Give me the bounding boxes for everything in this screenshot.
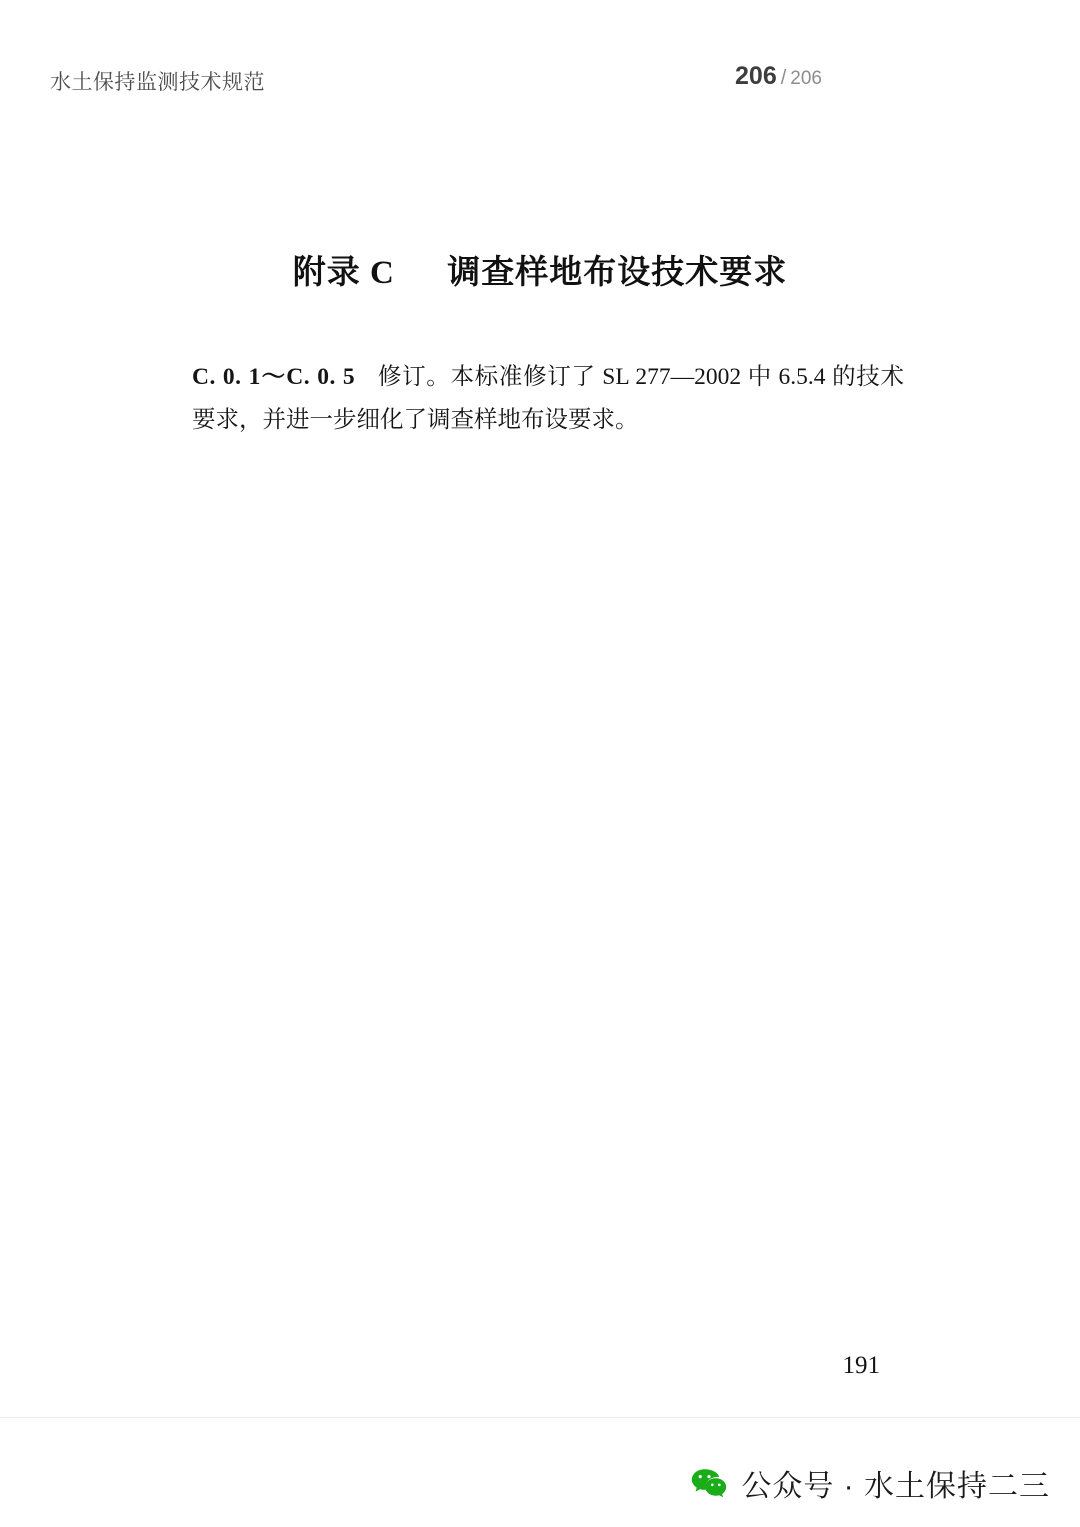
page-separator: / bbox=[780, 67, 787, 89]
appendix-title: 调查样地布设技术要求 bbox=[447, 255, 788, 291]
clause-range: C. 0. 1～C. 0. 5 bbox=[192, 364, 356, 390]
viewer-header bbox=[0, 0, 1080, 128]
document-title: 水土保持监测技术规范 bbox=[50, 71, 265, 94]
footer-bar bbox=[0, 1417, 1080, 1527]
paragraph-text: 修订。本标准修订了 SL 277—2002 中 6.5.4 的技术要求，并进一步细化了调查样地布设要求。 bbox=[192, 364, 904, 433]
body-paragraph bbox=[192, 356, 904, 442]
wechat-credit-text: 公众号 · 水土保持二三 bbox=[741, 1470, 1050, 1503]
page-folio-number: 191 bbox=[842, 1352, 880, 1379]
appendix-heading bbox=[0, 246, 1080, 293]
current-page-number: 206 bbox=[735, 62, 777, 90]
total-page-count: 206 bbox=[790, 68, 822, 89]
appendix-label: 附录 C bbox=[292, 255, 395, 291]
wechat-icon bbox=[691, 1468, 727, 1499]
page-indicator[interactable] bbox=[735, 62, 822, 91]
wechat-credit bbox=[691, 1461, 1050, 1505]
page-sheet bbox=[0, 128, 1080, 1418]
